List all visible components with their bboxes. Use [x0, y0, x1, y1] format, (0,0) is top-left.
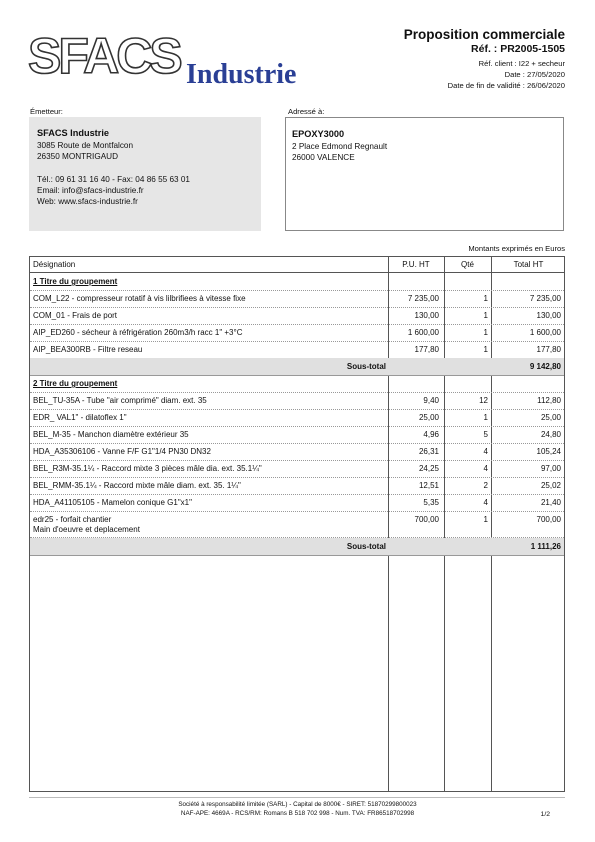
item-quantity: 4 — [483, 447, 488, 456]
item-total: 21,40 — [540, 498, 561, 507]
item-unit-price: 1 600,00 — [407, 328, 439, 337]
group-title: 1 Titre du groupement — [33, 277, 118, 286]
footer-legal-line1: Société à responsabilité limitée (SARL) - Capital de 8000€ - SIRET: 51870299800023 — [178, 801, 417, 808]
item-unit-price: 4,96 — [423, 430, 439, 439]
table-row — [30, 443, 564, 461]
item-total: 130,00 — [536, 311, 561, 320]
logo-word: Industrie — [186, 59, 297, 90]
item-designation: edr25 - forfait chantier — [33, 515, 112, 524]
recipient-address2: 26000 VALENCE — [292, 153, 355, 162]
group-title-row — [30, 273, 564, 291]
item-designation: EDR_ VAL1" - dilatoflex 1" — [33, 413, 127, 422]
table-row — [30, 460, 564, 478]
item-total: 25,00 — [540, 413, 561, 422]
header-unit-price: P.U. HT — [402, 260, 430, 269]
footer-divider — [29, 797, 565, 798]
subtotal-row — [30, 358, 564, 376]
table-row — [30, 511, 564, 538]
item-quantity: 1 — [483, 345, 488, 354]
sender-box — [29, 117, 261, 231]
sender-address2: 26350 MONTRIGAUD — [37, 152, 118, 161]
document-title: Proposition commerciale — [403, 27, 565, 42]
header-designation: Désignation — [33, 260, 76, 269]
item-unit-price: 12,51 — [418, 481, 439, 490]
sender-label: Émetteur: — [30, 107, 63, 116]
recipient-address1: 2 Place Edmond Regnault — [292, 142, 388, 151]
subtotal-label: Sous-total — [346, 542, 386, 551]
sfacs-logo — [28, 28, 318, 90]
item-designation: BEL_R3M-35.1¼ - Raccord mixte 3 pièces mâle dia. ext. 35.1¼" — [33, 464, 262, 473]
table-row — [30, 392, 564, 410]
table-row — [30, 341, 564, 359]
item-quantity: 4 — [483, 464, 488, 473]
item-designation: BEL_RMM-35.1¼ - Raccord mixte mâle diam. ext. 35. 1¼" — [33, 481, 241, 490]
item-designation: AIP_ED260 - sécheur à réfrigération 260m3/h racc 1" +3°C — [33, 328, 243, 337]
item-unit-price: 24,25 — [418, 464, 439, 473]
item-quantity: 4 — [483, 498, 488, 507]
sender-web: Web: www.sfacs-industrie.fr — [37, 197, 138, 206]
table-row — [30, 477, 564, 495]
logo-mark: SFACS — [28, 28, 180, 84]
recipient-label: Adressé à: — [288, 107, 325, 116]
items-table — [29, 256, 565, 792]
validity-date: Date de fin de validité : 26/06/2020 — [447, 81, 565, 90]
item-quantity: 12 — [479, 396, 488, 405]
item-unit-price: 700,00 — [414, 515, 439, 524]
currency-note: Montants exprimés en Euros — [468, 244, 565, 253]
item-designation: AIP_BEA300RB - Filtre reseau — [33, 345, 143, 354]
item-designation: HDA_A41105105 - Mamelon conique G1"x1" — [33, 498, 192, 507]
table-row — [30, 409, 564, 427]
header-total: Total HT — [513, 260, 544, 269]
item-quantity: 1 — [483, 294, 488, 303]
item-total: 700,00 — [536, 515, 561, 524]
table-row — [30, 324, 564, 342]
item-total: 7 235,00 — [529, 294, 561, 303]
item-designation: HDA_A35306106 - Vanne F/F G1"1/4 PN30 DN32 — [33, 447, 211, 456]
group-title-row — [30, 375, 564, 393]
item-unit-price: 177,80 — [414, 345, 439, 354]
item-unit-price: 5,35 — [423, 498, 439, 507]
header-quantity: Qté — [461, 260, 474, 269]
sender-name: SFACS Industrie — [37, 128, 109, 138]
recipient-box — [285, 117, 564, 231]
subtotal-row — [30, 538, 564, 556]
group-title: 2 Titre du groupement — [33, 379, 118, 388]
table-row — [30, 307, 564, 325]
sender-email: Email: info@sfacs-industrie.fr — [37, 186, 144, 195]
item-quantity: 1 — [483, 413, 488, 422]
subtotal-label: Sous-total — [346, 362, 386, 371]
recipient-name: EPOXY3000 — [292, 129, 345, 139]
subtotal-value: 9 142,80 — [529, 362, 561, 371]
table-row — [30, 426, 564, 444]
item-total: 177,80 — [536, 345, 561, 354]
item-unit-price: 25,00 — [418, 413, 439, 422]
item-designation-detail: Main d'oeuvre et deplacement — [33, 525, 140, 534]
footer-legal-line2: NAF-APE: 4669A - RCS/RM: Romans B 518 702 998 - Num. TVA: FR86518702998 — [180, 810, 415, 817]
item-total: 1 600,00 — [529, 328, 561, 337]
item-quantity: 1 — [483, 515, 488, 524]
item-designation: COM_L22 - compresseur rotatif à vis lilbrifiees à vitesse fixe — [33, 294, 246, 303]
subtotal-value: 1 111,26 — [530, 542, 561, 551]
item-quantity: 1 — [483, 328, 488, 337]
item-designation: BEL_M-35 - Manchon diamètre extérieur 35 — [33, 430, 189, 439]
item-quantity: 2 — [483, 481, 488, 490]
item-quantity: 5 — [483, 430, 488, 439]
item-total: 24,80 — [540, 430, 561, 439]
item-quantity: 1 — [483, 311, 488, 320]
item-unit-price: 7 235,00 — [407, 294, 439, 303]
page-number: 1/2 — [540, 811, 550, 818]
item-unit-price: 9,40 — [423, 396, 439, 405]
item-total: 97,00 — [540, 464, 561, 473]
table-row — [30, 494, 564, 512]
item-designation: BEL_TU-35A - Tube "air comprimé" diam. ext. 35 — [33, 396, 207, 405]
document-date: Date : 27/05/2020 — [504, 70, 565, 79]
item-unit-price: 130,00 — [414, 311, 439, 320]
item-total: 112,80 — [537, 396, 561, 405]
document-reference: Réf. : PR2005-1505 — [471, 43, 565, 55]
item-total: 105,24 — [536, 447, 561, 456]
table-row — [30, 290, 564, 308]
item-total: 25,02 — [540, 481, 561, 490]
sender-phone: Tél.: 09 61 31 16 40 - Fax: 04 86 55 63 01 — [37, 175, 190, 184]
client-reference: Réf. client : I22 + secheur — [478, 59, 565, 68]
sender-address1: 3085 Route de Montfalcon — [37, 141, 134, 150]
item-unit-price: 26,31 — [418, 447, 439, 456]
item-designation: COM_01 - Frais de port — [33, 311, 118, 320]
